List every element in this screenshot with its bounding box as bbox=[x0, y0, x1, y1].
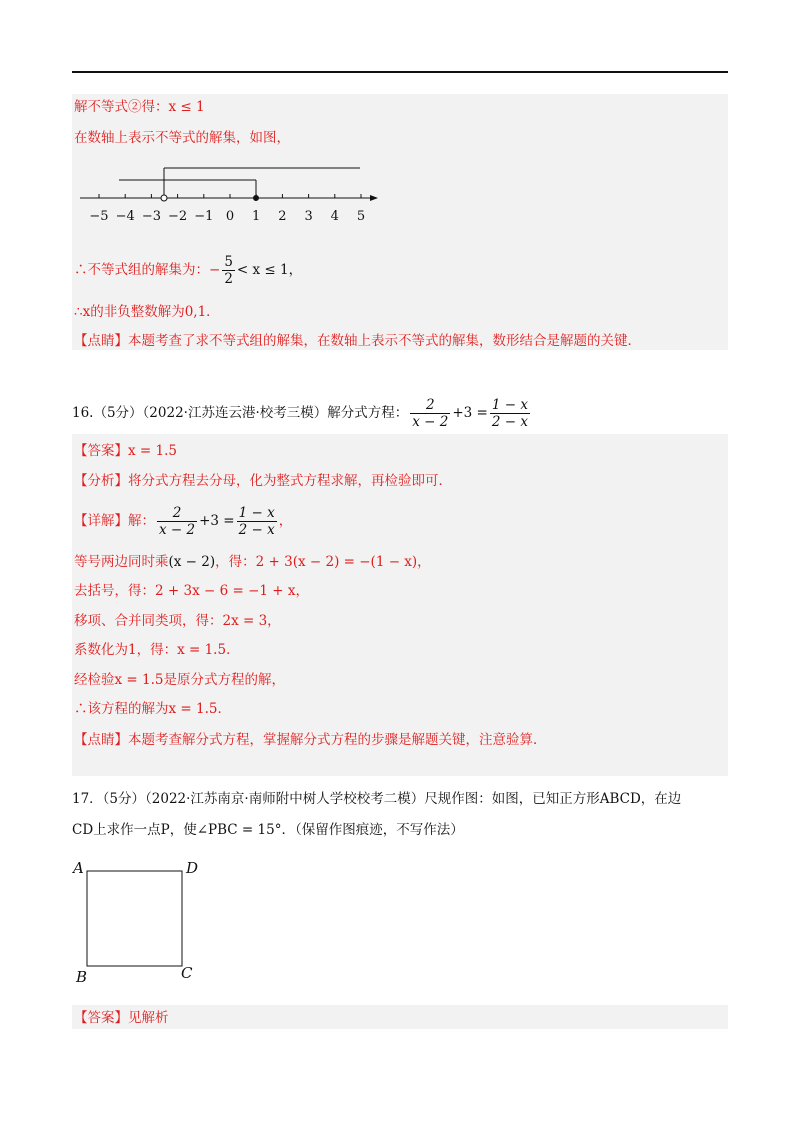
axis-tick-label: −1 bbox=[194, 209, 214, 224]
fraction bbox=[222, 254, 235, 287]
fraction-numerator: 5 bbox=[224, 254, 233, 270]
label-a: A bbox=[73, 859, 84, 877]
axis-tick-label: 3 bbox=[304, 209, 313, 224]
step-math: (x − 2) bbox=[168, 554, 216, 570]
axis-tick-label: 5 bbox=[356, 209, 366, 224]
fraction-numerator: 2 bbox=[410, 397, 450, 414]
fraction bbox=[237, 505, 277, 538]
label-d: D bbox=[186, 859, 199, 877]
axis-tick-label: 0 bbox=[225, 209, 235, 224]
question-16 bbox=[72, 397, 532, 430]
number-line-figure bbox=[72, 160, 392, 232]
step-line: ∴该方程的解为x = 1.5． bbox=[74, 701, 231, 717]
header-rule bbox=[72, 71, 728, 73]
solution-box-17 bbox=[72, 1005, 728, 1029]
fraction-denominator: 2 bbox=[224, 271, 233, 287]
axis-tick-label: 1 bbox=[252, 209, 261, 224]
fraction-denominator: 2 − x bbox=[491, 414, 528, 430]
label-b: B bbox=[76, 968, 88, 986]
step-line: ∴x的非负整数解为0,1． bbox=[74, 304, 220, 320]
solution-set-prefix: ∴不等式组的解集为：− bbox=[74, 262, 221, 278]
fraction-numerator: 1 − x bbox=[238, 505, 275, 521]
fraction bbox=[490, 397, 530, 430]
axis-tick-label: 2 bbox=[278, 209, 287, 224]
detail-line bbox=[74, 505, 292, 538]
step-line: 移项、合并同类项，得：2x = 3， bbox=[74, 613, 281, 629]
detail-suffix: ， bbox=[278, 513, 293, 529]
closed-dot bbox=[253, 195, 259, 201]
solution-set-line bbox=[74, 254, 302, 287]
fraction-numerator: 2 bbox=[157, 505, 197, 522]
square-abcd bbox=[87, 871, 182, 966]
operator: +3 = bbox=[199, 513, 235, 529]
axis-tick-label: −5 bbox=[89, 209, 109, 224]
step-equation: ，得：2 + 3(x − 2) = −(1 − x)， bbox=[215, 554, 431, 570]
step-line: 系数化为1，得：x = 1.5． bbox=[74, 642, 240, 658]
fraction-numerator: 1 − x bbox=[491, 397, 528, 413]
open-dot bbox=[161, 195, 167, 201]
comment-line: 【点睛】本题考查了求不等式组的解集，在数轴上表示不等式的解集，数形结合是解题的关键． bbox=[74, 333, 641, 349]
axis-tick-label: −3 bbox=[141, 209, 161, 224]
step-line: 在数轴上表示不等式的解集，如图， bbox=[74, 130, 290, 146]
axis-tick-label: 4 bbox=[330, 209, 339, 224]
step-line: 解不等式②得：x ≤ 1 bbox=[74, 99, 205, 115]
step-line bbox=[74, 553, 431, 571]
question-17-line2: CD上求作一点P，使∠PBC = 15°．（保留作图痕迹，不写作法） bbox=[72, 822, 464, 838]
operator: +3 = bbox=[452, 405, 488, 421]
axis-tick-label: −4 bbox=[115, 209, 135, 224]
question-17-line1: 17．（5分）（2022·江苏南京·南师附中树人学校校考二模）尺规作图：如图，已知正方形ABCD，在边 bbox=[72, 791, 682, 807]
fraction bbox=[157, 505, 197, 538]
detail-prefix: 【详解】解： bbox=[74, 513, 155, 529]
fraction bbox=[410, 397, 450, 430]
analysis-line: 【分析】将分式方程去分母，化为整式方程求解，再检验即可． bbox=[74, 473, 452, 489]
step-line: 去括号，得：2 + 3x − 6 = −1 + x， bbox=[74, 583, 309, 599]
axis-tick-label: −2 bbox=[168, 209, 188, 224]
solution-set-suffix: < x ≤ 1， bbox=[236, 262, 303, 278]
square-figure bbox=[72, 856, 212, 986]
step-label: 等号两边同时乘 bbox=[74, 554, 169, 570]
comment-line: 【点睛】本题考查解分式方程，掌握解分式方程的步骤是解题关键，注意验算． bbox=[74, 732, 547, 748]
answer-line: 【答案】x = 1.5 bbox=[74, 443, 177, 459]
question-16-text: 16.（5分）（2022·江苏连云港·校考三模）解分式方程： bbox=[72, 405, 409, 421]
label-c: C bbox=[181, 964, 193, 982]
answer-line: 【答案】见解析 bbox=[74, 1010, 169, 1026]
step-line: 经检验x = 1.5是原分式方程的解， bbox=[74, 672, 285, 688]
fraction-denominator: x − 2 bbox=[412, 414, 449, 430]
fraction-denominator: x − 2 bbox=[159, 522, 196, 538]
fraction-denominator: 2 − x bbox=[238, 522, 275, 538]
axis-arrow bbox=[370, 195, 378, 201]
